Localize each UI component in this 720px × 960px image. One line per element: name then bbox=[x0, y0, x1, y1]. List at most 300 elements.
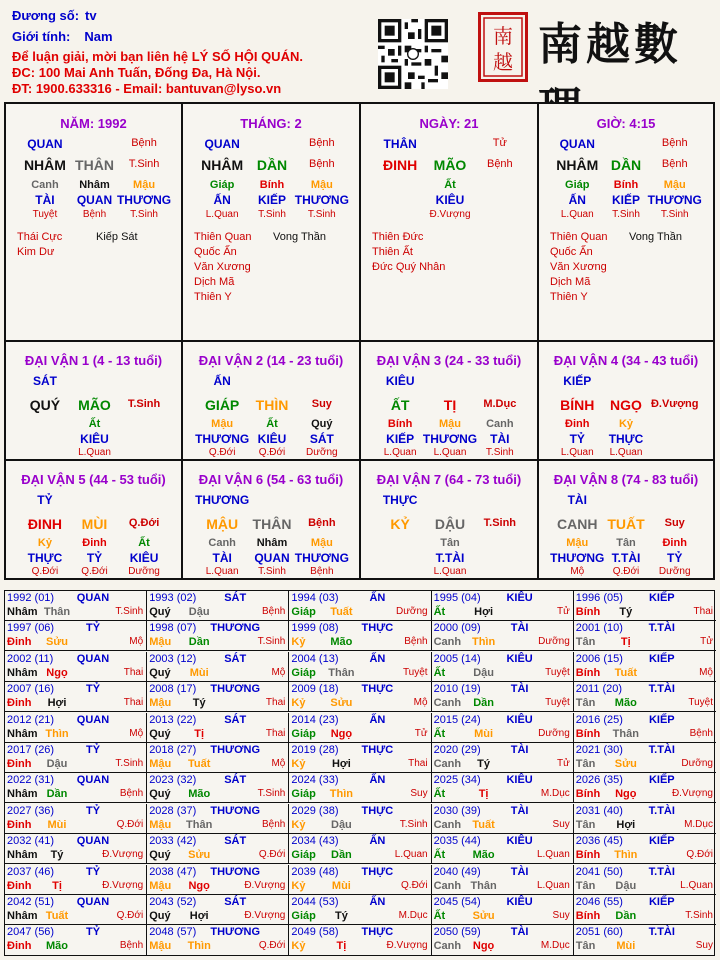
year-star: ẤN bbox=[369, 835, 386, 848]
pillar-cell bbox=[183, 104, 361, 342]
year-fate: Suy bbox=[410, 788, 428, 800]
year-star: KIÊU bbox=[506, 835, 533, 848]
year-label: 2039 (48) bbox=[291, 865, 339, 878]
pillar-hidden: Ất bbox=[444, 179, 456, 191]
year-can: Đinh bbox=[7, 636, 32, 649]
dai-van-fate: Dưỡng bbox=[306, 447, 338, 458]
year-cell bbox=[574, 591, 716, 621]
year-label: 1998 (07) bbox=[149, 622, 197, 635]
year-label: 2023 (32) bbox=[149, 774, 197, 787]
year-star: TÀI bbox=[510, 744, 529, 756]
dai-van-hidden: Đinh bbox=[82, 537, 107, 549]
year-can: Mậu bbox=[149, 636, 172, 649]
year-label: 2029 (38) bbox=[291, 804, 339, 817]
year-can: Quý bbox=[149, 666, 171, 679]
year-star: T.TÀI bbox=[648, 622, 675, 635]
year-can: Ất bbox=[433, 606, 446, 618]
year-chi: Sửu bbox=[614, 758, 637, 770]
header bbox=[0, 0, 720, 100]
year-chi: Tý bbox=[192, 697, 206, 710]
year-cell bbox=[147, 591, 289, 621]
year-can: Quý bbox=[149, 910, 171, 922]
dai-van-main: GIÁP bbox=[205, 397, 240, 413]
year-cell bbox=[147, 925, 289, 955]
dai-van-main: Q.Đới bbox=[128, 517, 160, 529]
year-label: 2047 (56) bbox=[7, 926, 55, 939]
dai-van-fate: L.Quan bbox=[433, 447, 467, 458]
pillar-main: THÂN bbox=[75, 157, 114, 173]
year-label: 2021 (30) bbox=[575, 744, 623, 756]
year-cell bbox=[574, 925, 716, 955]
year-cell bbox=[574, 834, 716, 864]
year-star: TÀI bbox=[510, 622, 529, 635]
dai-van-fate: L.Quan bbox=[609, 447, 643, 458]
pillar-star: Bệnh bbox=[661, 137, 688, 149]
dai-van-cell bbox=[539, 342, 713, 461]
year-can: Kỷ bbox=[291, 758, 306, 770]
year-fate: Tử bbox=[700, 636, 713, 648]
year-label: 2050 (59) bbox=[433, 926, 481, 939]
dai-van-hidden-star: KIÊU bbox=[129, 551, 159, 565]
year-label: 2018 (27) bbox=[149, 744, 197, 756]
dai-van-hidden-star: T.TÀI bbox=[611, 551, 641, 565]
dai-van-hidden: Quý bbox=[311, 418, 333, 430]
year-chi: Hợi bbox=[189, 910, 209, 922]
year-cell bbox=[289, 713, 431, 743]
year-star: TÀI bbox=[510, 865, 529, 878]
dai-van-hidden: Ất bbox=[138, 537, 150, 549]
year-label: 1994 (03) bbox=[291, 592, 339, 604]
pillar-cell bbox=[6, 104, 183, 342]
year-label: 2005 (14) bbox=[433, 652, 481, 665]
year-cell bbox=[5, 591, 147, 621]
year-chi: Ngọ bbox=[472, 940, 495, 953]
svg-text:南: 南 bbox=[493, 24, 513, 48]
dai-van-cell bbox=[361, 342, 539, 461]
year-fate: Đ.Vượng bbox=[244, 879, 286, 891]
dai-van-main: Đ.Vượng bbox=[650, 398, 699, 410]
year-star: KIẾP bbox=[648, 652, 675, 665]
pillar-hidden-star: ẤN bbox=[568, 193, 586, 207]
dai-van-fate: Q.Đới bbox=[258, 447, 286, 458]
year-can: Giáp bbox=[291, 727, 316, 740]
year-cell bbox=[289, 652, 431, 682]
year-chi: Hợi bbox=[47, 697, 67, 710]
year-label: 2009 (18) bbox=[291, 683, 339, 696]
year-label: 2027 (36) bbox=[7, 804, 55, 817]
year-fate: M.Dục bbox=[540, 788, 570, 800]
year-fate: Đ.Vượng bbox=[102, 879, 144, 891]
year-can: Bính bbox=[575, 910, 601, 922]
year-chi: Ngọ bbox=[615, 788, 637, 801]
dai-van-cell bbox=[361, 461, 539, 578]
year-star: THỰC bbox=[361, 926, 394, 939]
dai-van-main: Suy bbox=[664, 517, 685, 529]
dai-van-star: TÀI bbox=[567, 493, 587, 507]
year-chi: Tị bbox=[194, 727, 205, 740]
year-fate: Tử bbox=[556, 606, 570, 617]
year-star: QUAN bbox=[76, 652, 110, 665]
year-fate: Mộ bbox=[413, 697, 428, 709]
year-cell bbox=[289, 621, 431, 651]
dai-van-main: ẤT bbox=[390, 397, 410, 413]
year-label: 2028 (37) bbox=[149, 804, 197, 817]
year-star: QUAN bbox=[76, 774, 110, 787]
year-chi: Tuất bbox=[187, 758, 211, 770]
dai-van-main: BÍNH bbox=[560, 397, 595, 413]
year-label: 2031 (40) bbox=[575, 804, 623, 817]
year-star: TÀI bbox=[510, 804, 529, 817]
year-chi: Dần bbox=[615, 910, 637, 922]
year-label: 2041 (50) bbox=[575, 865, 623, 878]
dai-van-hidden-star: T.TÀI bbox=[435, 551, 465, 565]
year-fate: Tử bbox=[414, 727, 428, 739]
year-label: 2012 (21) bbox=[7, 713, 55, 726]
year-cell bbox=[289, 895, 431, 925]
year-can: Giáp bbox=[291, 788, 316, 801]
year-cell bbox=[289, 743, 431, 773]
dai-van-fate: Q.Đới bbox=[31, 566, 59, 577]
year-star: KIÊU bbox=[506, 652, 533, 665]
year-cell bbox=[432, 591, 574, 621]
year-fate: Mộ bbox=[271, 758, 286, 769]
year-label: 1995 (04) bbox=[433, 592, 481, 604]
year-cell bbox=[289, 591, 431, 621]
year-label: 2010 (19) bbox=[433, 683, 481, 696]
year-chi: Sửu bbox=[188, 849, 211, 862]
pillar-title: NGÀY: 21 bbox=[419, 116, 479, 131]
dai-van-main: TUẤT bbox=[607, 516, 645, 532]
brand-logo: 南越數 bbox=[538, 19, 682, 70]
dai-van-fate: L.Quan bbox=[383, 447, 417, 458]
year-cell bbox=[5, 895, 147, 925]
year-star: THƯƠNG bbox=[210, 744, 261, 756]
year-label: 2017 (26) bbox=[7, 744, 55, 756]
year-fate: Suy bbox=[552, 818, 570, 830]
year-fate: Tuyệt bbox=[545, 697, 570, 709]
pillar-hidden: Bính bbox=[613, 179, 639, 191]
pillar-hidden: Bính bbox=[259, 179, 285, 191]
year-fate: T.Sinh bbox=[399, 818, 428, 830]
pillar-note: Thiên Đức bbox=[372, 231, 424, 243]
year-label: 2037 (46) bbox=[7, 865, 55, 878]
year-chi: Thân bbox=[328, 666, 355, 679]
pillar-main: Bệnh bbox=[661, 158, 688, 170]
year-fate: Tử bbox=[556, 758, 570, 769]
year-fate: L.Quan bbox=[536, 879, 570, 891]
year-cell bbox=[574, 743, 716, 773]
year-cell bbox=[432, 865, 574, 895]
year-cell bbox=[147, 713, 289, 743]
dai-van-hidden-star: THỰC bbox=[27, 551, 63, 565]
year-star: ẤN bbox=[369, 896, 386, 908]
year-cell bbox=[289, 773, 431, 803]
year-cell bbox=[574, 804, 716, 834]
year-can: Bính bbox=[575, 788, 601, 801]
year-cell bbox=[432, 621, 574, 651]
dai-van-fate: Q.Đới bbox=[612, 566, 640, 577]
svg-text:越: 越 bbox=[493, 50, 513, 74]
pillar-note: Quốc Ấn bbox=[550, 246, 593, 258]
year-chi: Thìn bbox=[471, 636, 496, 649]
year-chi: Mão bbox=[188, 788, 211, 801]
year-label: 2045 (54) bbox=[433, 896, 481, 908]
pillar-hidden-star: KIẾP bbox=[611, 193, 641, 207]
year-fate: L.Quan bbox=[680, 879, 713, 891]
year-chi: Hợi bbox=[331, 758, 351, 770]
qr-code-icon[interactable] bbox=[378, 19, 448, 89]
year-chi: Dậu bbox=[473, 666, 494, 679]
year-can: Giáp bbox=[291, 910, 316, 922]
pillar-fate: T.Sinh bbox=[307, 209, 336, 220]
year-can: Tân bbox=[575, 697, 596, 710]
year-cell bbox=[574, 773, 716, 803]
pillar-note: Dịch Mã bbox=[550, 276, 591, 288]
year-cell bbox=[432, 682, 574, 712]
year-label: 1997 (06) bbox=[7, 622, 55, 635]
year-cell bbox=[289, 804, 431, 834]
year-fate: Thai bbox=[693, 606, 713, 617]
pillar-main: NHÂM bbox=[201, 157, 244, 173]
year-label: 2036 (45) bbox=[575, 835, 623, 848]
year-can: Bính bbox=[575, 666, 601, 679]
year-chi: Thân bbox=[470, 879, 497, 892]
year-can: Quý bbox=[149, 606, 171, 618]
dai-van-main: TỊ bbox=[443, 397, 457, 413]
year-fate: Suy bbox=[552, 910, 570, 921]
year-star: KIẾP bbox=[648, 592, 675, 604]
year-fate: T.Sinh bbox=[685, 910, 713, 921]
pillar-star: Bệnh bbox=[131, 137, 157, 149]
pillar-note: Thiên Quan bbox=[194, 231, 252, 243]
pillar-hidden-star: TÀI bbox=[35, 193, 55, 207]
dai-van-fate: Q.Đới bbox=[81, 566, 108, 577]
year-cell bbox=[147, 743, 289, 773]
year-chi: Thìn bbox=[45, 727, 69, 740]
year-chi: Tý bbox=[334, 910, 348, 922]
dai-van-hidden-star: KIÊU bbox=[257, 432, 287, 446]
year-can: Bính bbox=[575, 727, 601, 740]
year-fate: Bệnh bbox=[262, 606, 286, 617]
year-label: 2001 (10) bbox=[575, 622, 623, 635]
dai-van-hidden-star: THƯƠNG bbox=[550, 551, 605, 565]
dai-van-main: THÌN bbox=[255, 397, 289, 413]
pillar-note: Thiên Y bbox=[194, 291, 232, 303]
year-chi: Tý bbox=[619, 606, 633, 618]
year-label: 2048 (57) bbox=[149, 926, 197, 939]
year-star: QUAN bbox=[76, 592, 110, 604]
year-chi: Mão bbox=[330, 636, 353, 649]
year-can: Tân bbox=[575, 940, 596, 953]
dai-van-star: TỶ bbox=[37, 493, 53, 507]
year-star: THƯƠNG bbox=[210, 865, 261, 878]
year-label: 2024 (33) bbox=[291, 774, 339, 787]
year-chi: Tuất bbox=[45, 910, 69, 922]
pillar-note: Kim Dư bbox=[17, 246, 55, 258]
year-fate: Dưỡng bbox=[538, 636, 570, 648]
year-label: 1999 (08) bbox=[291, 622, 339, 635]
year-label: 1993 (02) bbox=[149, 592, 197, 604]
year-fate: M.Dục bbox=[684, 818, 713, 830]
year-cell bbox=[147, 621, 289, 651]
year-chi: Tị bbox=[620, 636, 631, 649]
year-label: 2011 (20) bbox=[575, 683, 623, 696]
year-chi: Tý bbox=[477, 758, 491, 770]
year-chi: Dần bbox=[188, 636, 210, 649]
year-chi: Thìn bbox=[329, 788, 353, 801]
year-cell bbox=[574, 682, 716, 712]
year-cell bbox=[289, 682, 431, 712]
year-star: TỶ bbox=[85, 683, 101, 696]
year-label: 2033 (42) bbox=[149, 835, 197, 848]
year-star: SÁT bbox=[224, 774, 247, 787]
year-fate: Bệnh bbox=[404, 636, 428, 648]
year-label: 2008 (17) bbox=[149, 683, 197, 696]
year-star: TỶ bbox=[85, 926, 101, 939]
year-star: ẤN bbox=[369, 652, 386, 665]
pillar-star: QUAN bbox=[204, 137, 240, 151]
year-can: Canh bbox=[433, 818, 462, 831]
year-star: THƯƠNG bbox=[210, 622, 261, 635]
year-can: Giáp bbox=[291, 849, 316, 862]
year-label: 2044 (53) bbox=[291, 896, 339, 908]
year-can: Ất bbox=[433, 666, 446, 679]
pillar-fate: Đ.Vượng bbox=[429, 209, 471, 220]
year-cell bbox=[432, 713, 574, 743]
dai-van-fate: Dưỡng bbox=[658, 566, 691, 577]
year-chi: Dậu bbox=[615, 879, 637, 892]
year-can: Canh bbox=[433, 636, 462, 649]
year-chi: Mùi bbox=[331, 879, 351, 892]
year-cell bbox=[289, 925, 431, 955]
year-fate: Dưỡng bbox=[395, 606, 428, 617]
year-star: SÁT bbox=[224, 652, 247, 665]
year-fate: Thai bbox=[123, 697, 144, 709]
year-label: 2049 (58) bbox=[291, 926, 339, 939]
year-can: Nhâm bbox=[7, 910, 38, 922]
year-chi: Thìn bbox=[614, 849, 638, 862]
year-can: Đinh bbox=[7, 697, 32, 710]
year-cell bbox=[5, 682, 147, 712]
year-fate: Thai bbox=[265, 727, 286, 739]
dai-van-main: MÃO bbox=[78, 397, 111, 413]
year-fate: Dưỡng bbox=[538, 727, 570, 739]
dai-van-title: ĐẠI VẬN 7 (64 - 73 tuổi) bbox=[376, 472, 522, 487]
dai-van-main: Bệnh bbox=[308, 517, 336, 529]
year-label: 2042 (51) bbox=[7, 896, 55, 908]
year-chi: Mùi bbox=[616, 940, 636, 953]
dai-van-cell bbox=[6, 461, 183, 578]
year-chi: Thân bbox=[612, 727, 639, 740]
year-cell bbox=[5, 773, 147, 803]
year-can: Nhâm bbox=[7, 849, 38, 862]
pillar-note: Dịch Mã bbox=[194, 276, 235, 288]
year-label: 2020 (29) bbox=[433, 744, 481, 756]
year-star: TỶ bbox=[85, 622, 101, 635]
year-chi: Dần bbox=[331, 849, 352, 862]
year-star: SÁT bbox=[224, 713, 247, 726]
dai-van-title: ĐẠI VẬN 1 (4 - 13 tuổi) bbox=[24, 353, 163, 368]
year-fate: Q.Đới bbox=[258, 849, 286, 861]
year-fate: T.Sinh bbox=[115, 758, 144, 769]
year-label: 2026 (35) bbox=[575, 774, 623, 787]
dai-van-hidden-star: THƯƠNG bbox=[294, 551, 349, 565]
year-can: Mậu bbox=[149, 879, 172, 892]
year-star: ẤN bbox=[369, 592, 386, 604]
pillar-title: GIỜ: 4:15 bbox=[596, 116, 656, 131]
year-can: Giáp bbox=[291, 606, 316, 618]
year-star: T.TÀI bbox=[648, 744, 675, 756]
year-chi: Mùi bbox=[474, 727, 494, 740]
year-cell bbox=[5, 925, 147, 955]
dai-van-main: M.Dục bbox=[483, 398, 517, 410]
year-can: Ất bbox=[433, 910, 446, 922]
dai-van-hidden: Đinh bbox=[662, 537, 687, 549]
pillar-main: DẦN bbox=[610, 157, 642, 173]
pillar-title: THÁNG: 2 bbox=[240, 116, 302, 131]
year-star: T.TÀI bbox=[648, 683, 675, 696]
year-chi: Mão bbox=[472, 849, 495, 862]
pillar-fate: Tuyệt bbox=[32, 209, 58, 220]
year-can: Đinh bbox=[7, 940, 32, 953]
dai-van-hidden-star: TÀI bbox=[212, 551, 232, 565]
year-label: 2014 (23) bbox=[291, 713, 339, 726]
dai-van-hidden: Ất bbox=[88, 418, 101, 430]
year-label: 2002 (11) bbox=[7, 652, 54, 665]
year-fate: L.Quan bbox=[536, 849, 570, 861]
year-fate: T.Sinh bbox=[257, 636, 286, 648]
dai-van-fate: Bệnh bbox=[310, 566, 334, 577]
red-seal-stamp bbox=[478, 12, 528, 82]
year-cell bbox=[432, 773, 574, 803]
pillar-fate: L.Quan bbox=[205, 209, 239, 220]
year-chi: Mão bbox=[46, 940, 68, 953]
year-star: TỶ bbox=[85, 744, 101, 756]
year-cell bbox=[147, 895, 289, 925]
year-fate: Đ.Vượng bbox=[102, 849, 144, 861]
pillar-note: Thiên Quan bbox=[550, 231, 608, 243]
dai-van-main: KỶ bbox=[390, 516, 410, 532]
dai-van-hidden: Ất bbox=[266, 418, 278, 430]
year-chi: Tị bbox=[478, 788, 489, 801]
year-label: 2025 (34) bbox=[433, 774, 481, 787]
year-star: THỰC bbox=[361, 865, 394, 878]
year-star: SÁT bbox=[224, 592, 247, 604]
year-can: Bính bbox=[575, 606, 601, 618]
year-cell bbox=[432, 652, 574, 682]
year-fate: M.Dục bbox=[540, 940, 570, 952]
year-fate: T.Sinh bbox=[115, 606, 144, 617]
year-label: 2013 (22) bbox=[149, 713, 197, 726]
year-label: 2035 (44) bbox=[433, 835, 481, 848]
dai-van-main: T.Sinh bbox=[483, 517, 517, 529]
dai-van-main: T.Sinh bbox=[127, 398, 161, 410]
dai-van-hidden-star: THỰC bbox=[608, 432, 644, 446]
year-chi: Thân bbox=[43, 606, 71, 618]
dai-van-hidden: Tân bbox=[440, 537, 460, 549]
year-star: TỶ bbox=[85, 865, 101, 878]
year-cell bbox=[574, 865, 716, 895]
year-label: 2016 (25) bbox=[575, 713, 623, 726]
dai-van-hidden-star: QUAN bbox=[254, 551, 290, 565]
year-fate: Q.Đới bbox=[401, 879, 428, 891]
dai-van-star: KIẾP bbox=[563, 374, 592, 388]
year-fate: Q.Đới bbox=[116, 910, 144, 921]
dai-van-main: QUÝ bbox=[29, 397, 61, 413]
year-star: THƯƠNG bbox=[210, 926, 261, 939]
pillar-fate: T.Sinh bbox=[258, 209, 286, 220]
year-fate: Mộ bbox=[699, 666, 713, 678]
